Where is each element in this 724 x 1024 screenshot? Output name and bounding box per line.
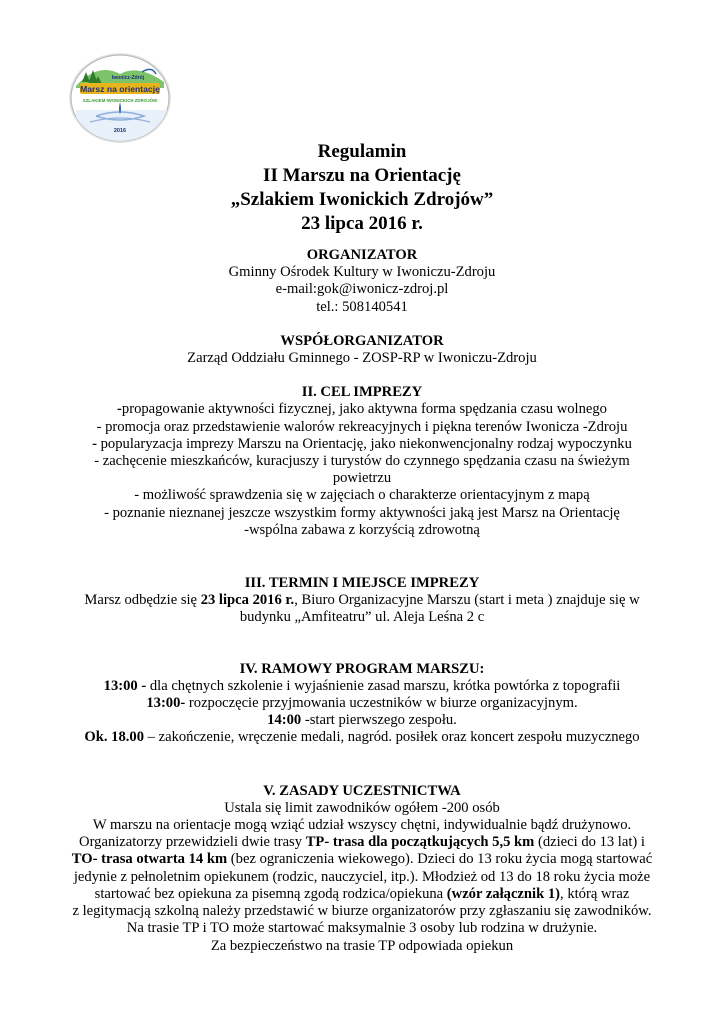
- rules-line: Organizatorzy przewidzieli dwie trasy TP- trasa dla początkujących 5,5 km (dzieci do 13 lat) i: [79, 834, 645, 851]
- logo-top-text: Iwonicz-Zdrój: [111, 75, 145, 81]
- rules-line: W marszu na orientacje mogą wziąć udział wszyscy chętni, indywidualnie bądź drużynowo.: [92, 817, 632, 834]
- goal-item: - popularyzacja imprezy Marszu na Orientację, jako niekonwencjonalny rodzaj wypoczynku: [92, 435, 632, 452]
- document-title: [60, 140, 664, 236]
- title-line-1: Regulamin: [317, 141, 407, 162]
- event-logo: [68, 52, 172, 144]
- rules-line: startować bez opiekuna za pisemną zgodą rodzica/opiekuna (wzór załącznik 1), którą wraz: [94, 885, 630, 902]
- goal-item: - zachęcenie mieszkańców, kuracjuszy i turystów do czynnego spędzania czasu na świeżym powietrzu: [94, 453, 630, 487]
- rules-section: [60, 783, 664, 955]
- logo-main-text: Marsz na orientację: [80, 84, 160, 94]
- term-heading: III. TERMIN I MIEJSCE IMPREZY: [244, 575, 480, 592]
- term-section: [60, 575, 664, 627]
- rules-line: Ustala się limit zawodników ogółem -200 osób: [224, 799, 500, 816]
- organizer-phone: tel.: 508140541: [316, 298, 408, 315]
- rules-heading: V. ZASADY UCZESTNICTWA: [263, 782, 461, 799]
- logo-sub-text: SZLAKIEM IWONICKICH ZDROJÓW: [82, 98, 158, 103]
- title-line-3: „Szlakiem Iwonickich Zdrojów”: [230, 189, 494, 210]
- goal-item: - promocja oraz przedstawienie walorów rekreacyjnych i piękna terenów Iwonicza -Zdroju: [96, 418, 628, 435]
- coorganizer-section: [60, 333, 664, 367]
- title-line-4: 23 lipca 2016 r.: [301, 213, 423, 234]
- rules-line: z legitymacją szkolną należy przedstawić w biurze organizatorów przy zgłaszaniu się zawodników.: [72, 903, 652, 920]
- program-section: [60, 661, 664, 747]
- term-text: Marsz odbędzie się 23 lipca 2016 r., Biuro Organizacyjne Marszu (start i meta ) znajduje się w budynku „Amfiteatru” ul. Aleja Leśna 2 c: [84, 592, 640, 626]
- goal-item: -propagowanie aktywności fizycznej, jako aktywna forma spędzania czasu wolnego: [117, 401, 607, 418]
- coorganizer-heading: WSPÓŁORGANIZATOR: [280, 332, 444, 349]
- regulation-document: [60, 140, 664, 955]
- coorganizer-name: Zarząd Oddziału Gminnego - ZOSP-RP w Iwoniczu-Zdroju: [187, 350, 537, 367]
- rules-line: Na trasie TP i TO może startować maksymalnie 3 osoby lub rodzina w drużynie.: [126, 920, 598, 937]
- goal-item: -wspólna zabawa z korzyścią zdrowotną: [244, 521, 480, 538]
- organizer-section: [60, 247, 664, 316]
- rules-line: Za bezpieczeństwo na trasie TP odpowiada opiekun: [210, 937, 514, 954]
- program-item: 14:00 -start pierwszego zespołu.: [267, 712, 457, 729]
- goal-section: [60, 384, 664, 539]
- program-item: 13:00 - dla chętnych szkolenie i wyjaśnienie zasad marszu, krótka powtórka z topografii: [103, 677, 621, 694]
- organizer-heading: ORGANIZATOR: [306, 247, 418, 263]
- organizer-name: Gminny Ośrodek Kultury w Iwoniczu-Zdroju: [228, 264, 496, 281]
- rules-line: jedynie z pełnoletnim opiekunem (rodzic, nauczyciel, itp.). Młodzież od 13 do 18 roku życia może: [73, 868, 651, 885]
- rules-line: TO- trasa otwarta 14 km (bez ograniczenia wiekowego). Dzieci do 13 roku życia mogą startować: [71, 851, 653, 868]
- goal-item: - poznanie nieznanej jeszcze wszystkim formy aktywności jaką jest Marsz na Orientację: [104, 504, 620, 521]
- title-line-2: II Marszu na Orientację: [263, 165, 461, 186]
- goal-item: - możliwość sprawdzenia się w zajęciach o charakterze orientacyjnym z mapą: [134, 487, 590, 504]
- program-item: 13:00- rozpoczęcie przyjmowania uczestników w biurze organizacyjnym.: [146, 695, 578, 712]
- organizer-email: e-mail:gok@iwonicz-zdroj.pl: [275, 281, 449, 298]
- goal-heading: II. CEL IMPREZY: [301, 384, 423, 401]
- program-item: Ok. 18.00 – zakończenie, wręczenie medali, nagród. posiłek oraz koncert zespołu muzycznego: [84, 729, 640, 746]
- program-heading: IV. RAMOWY PROGRAM MARSZU:: [239, 660, 485, 677]
- logo-year: 2016: [113, 128, 127, 134]
